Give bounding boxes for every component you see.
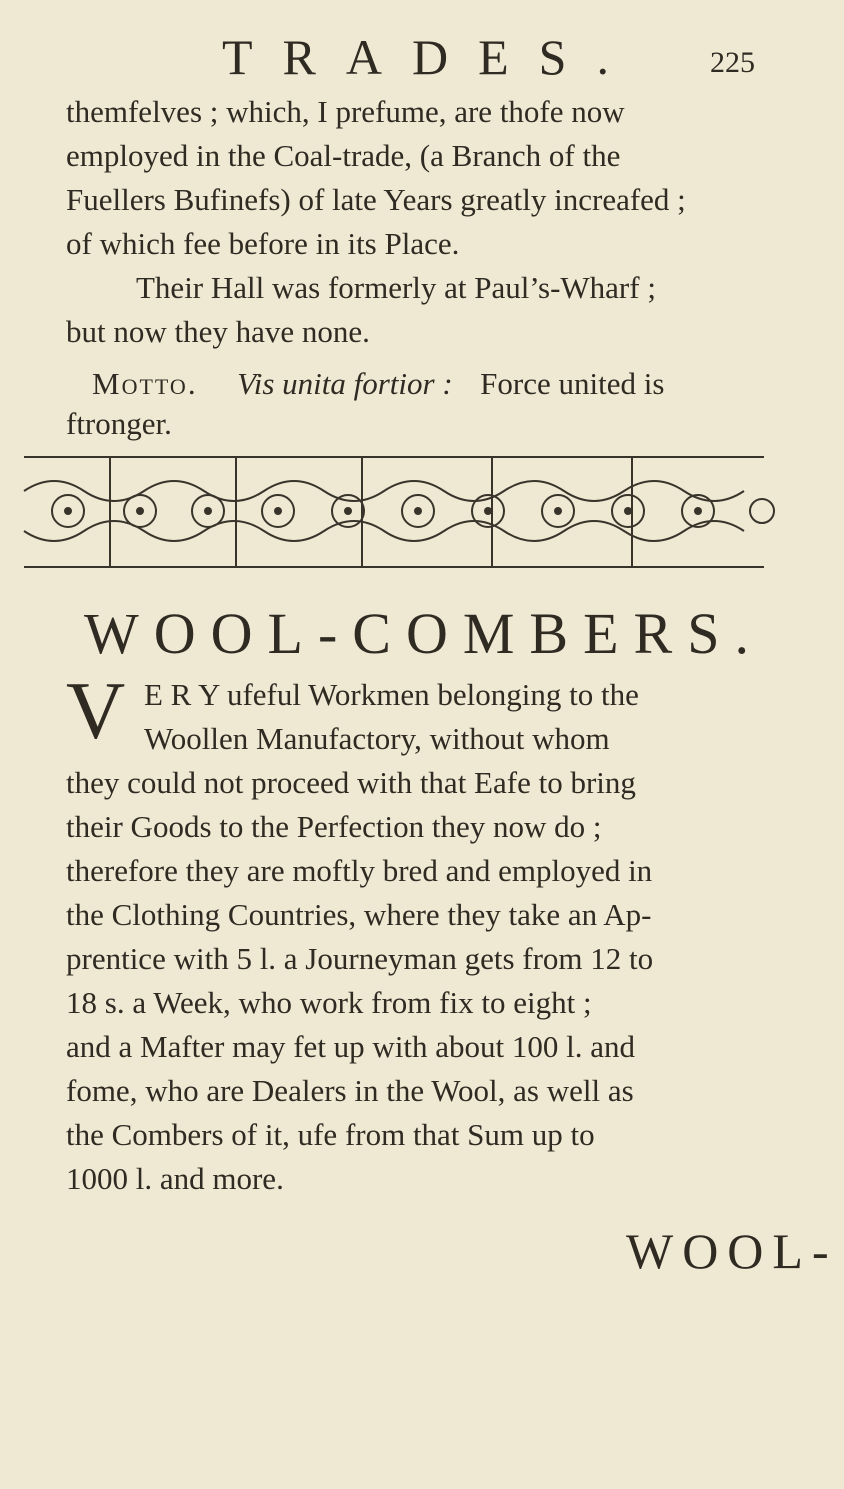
- motto-line2: ftronger.: [66, 406, 172, 441]
- body-line2: Woollen Manufactory, without whom: [144, 721, 610, 756]
- paragraph1-line2: employed in the Coal-trade, (a Branch of the: [66, 138, 621, 173]
- motto-line: [92, 365, 792, 403]
- catchword: WOOL-: [626, 1223, 838, 1279]
- paragraph1-line1: themfelves ; which, I prefume, are thofe now: [66, 94, 625, 129]
- body-line9: and a Mafter may fet up with about 100 l. and: [66, 1029, 636, 1064]
- running-title: TRADES.: [222, 29, 639, 85]
- page-number: 225: [710, 46, 755, 79]
- paragraph1-line3: Fuellers Bufinefs) of late Years greatly increafed ;: [66, 182, 686, 217]
- motto-latin: Vis unita fortior :: [237, 366, 453, 401]
- body-line8: 18 s. a Week, who work from fix to eight ;: [66, 985, 592, 1020]
- motto-lead: Motto.: [92, 366, 198, 401]
- body-line3: they could not proceed with that Eafe to bring: [66, 765, 636, 800]
- body-line4: their Goods to the Perfection they now do ;: [66, 809, 602, 844]
- body-line5: therefore they are moftly bred and employed in: [66, 853, 653, 888]
- motto-translation: Force united is: [480, 366, 665, 401]
- body-line12: 1000 l. and more.: [66, 1161, 284, 1196]
- decorative-headpiece-ornament: [24, 449, 776, 577]
- dropcap: V: [66, 665, 126, 756]
- body-line6: the Clothing Countries, where they take an Ap-: [66, 897, 652, 932]
- section-heading: WOOL-COMBERS.: [84, 601, 764, 666]
- paragraph1-line4: of which fee before in its Place.: [66, 226, 460, 261]
- body-line10: fome, who are Dealers in the Wool, as well as: [66, 1073, 634, 1108]
- body-line11: the Combers of it, ufe from that Sum up to: [66, 1117, 595, 1152]
- page-header: [0, 28, 800, 88]
- paragraph2-line1: Their Hall was formerly at Paul’s-Wharf ;: [136, 270, 656, 305]
- body-line1: E R Y ufeful Workmen belonging to the: [144, 677, 639, 712]
- body-line7: prentice with 5 l. a Journeyman gets from 12 to: [66, 941, 654, 976]
- paragraph2-line2: but now they have none.: [66, 314, 370, 349]
